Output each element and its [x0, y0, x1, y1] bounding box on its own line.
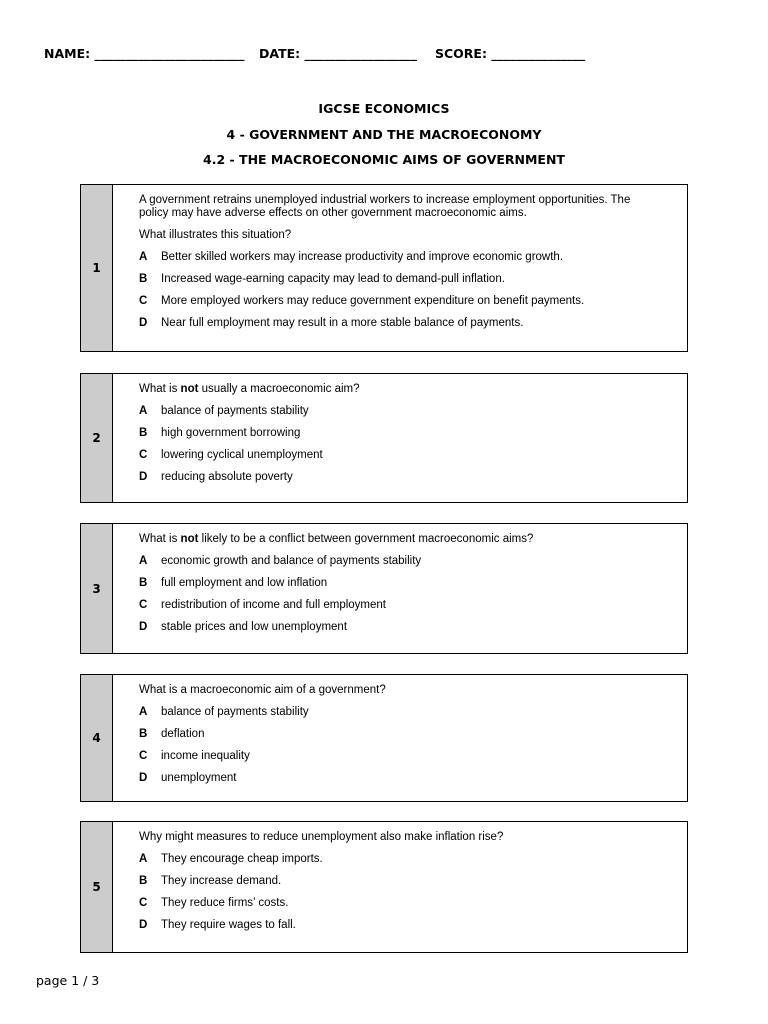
option-a[interactable]: A balance of payments stability: [139, 405, 309, 417]
title-block: [0, 101, 768, 178]
option-a[interactable]: A economic growth and balance of payments stability: [139, 555, 422, 567]
question-body: [139, 831, 657, 941]
option-c[interactable]: C redistribution of income and full employment: [139, 599, 387, 611]
option-d[interactable]: D reducing absolute poverty: [139, 471, 293, 483]
question-number: 2: [81, 374, 113, 502]
question-stem: A government retrains unemployed industrial workers to increase employment opportunities. The policy may have adverse effects on other government macroeconomic aims.: [139, 194, 631, 219]
option-c[interactable]: C More employed workers may reduce government expenditure on benefit payments.: [139, 295, 585, 307]
page-indicator: page 1 / 3: [36, 973, 100, 988]
option-a[interactable]: A balance of payments stability: [139, 706, 309, 718]
question-body: [139, 194, 657, 339]
question-prompt: What illustrates this situation?: [139, 229, 292, 241]
question-3: [80, 523, 688, 654]
option-b[interactable]: B full employment and low inflation: [139, 577, 328, 589]
question-body: [139, 684, 657, 794]
question-number: 1: [81, 185, 113, 351]
option-d[interactable]: D They require wages to fall.: [139, 919, 296, 931]
option-b[interactable]: B deflation: [139, 728, 205, 740]
question-prompt: What is a macroeconomic aim of a government?: [139, 684, 386, 696]
question-prompt: What is not usually a macroeconomic aim?: [139, 383, 360, 395]
question-prompt: What is not likely to be a conflict between government macroeconomic aims?: [139, 533, 534, 545]
topic-title: 4.2 - THE MACROECONOMIC AIMS OF GOVERNMENT: [203, 152, 565, 167]
option-a[interactable]: A Better skilled workers may increase productivity and improve economic growth.: [139, 251, 564, 263]
option-a[interactable]: A They encourage cheap imports.: [139, 853, 323, 865]
question-5: [80, 821, 688, 953]
question-number: 3: [81, 524, 113, 653]
option-c[interactable]: C They reduce firms’ costs.: [139, 897, 289, 909]
question-body: [139, 383, 657, 493]
option-c[interactable]: C income inequality: [139, 750, 250, 762]
option-d[interactable]: D unemployment: [139, 772, 237, 784]
option-b[interactable]: B They increase demand.: [139, 875, 282, 887]
date-field[interactable]: DATE: __________________: [259, 46, 417, 61]
course-title: IGCSE ECONOMICS: [318, 101, 450, 116]
question-number: 5: [81, 822, 113, 952]
name-field[interactable]: NAME: ________________________: [44, 46, 245, 61]
option-c[interactable]: C lowering cyclical unemployment: [139, 449, 323, 461]
question-body: [139, 533, 657, 643]
score-field[interactable]: SCORE: _______________: [435, 46, 586, 61]
unit-title: 4 - GOVERNMENT AND THE MACROECONOMY: [226, 126, 542, 142]
option-d[interactable]: D Near full employment may result in a more stable balance of payments.: [139, 317, 524, 329]
question-2: [80, 373, 688, 503]
option-d[interactable]: D stable prices and low unemployment: [139, 621, 348, 633]
option-b[interactable]: B high government borrowing: [139, 427, 301, 439]
option-b[interactable]: B Increased wage-earning capacity may lead to demand-pull inflation.: [139, 273, 505, 285]
question-number: 4: [81, 675, 113, 801]
question-4: [80, 674, 688, 802]
question-prompt: Why might measures to reduce unemployment also make inflation rise?: [139, 831, 504, 843]
question-1: [80, 184, 688, 352]
